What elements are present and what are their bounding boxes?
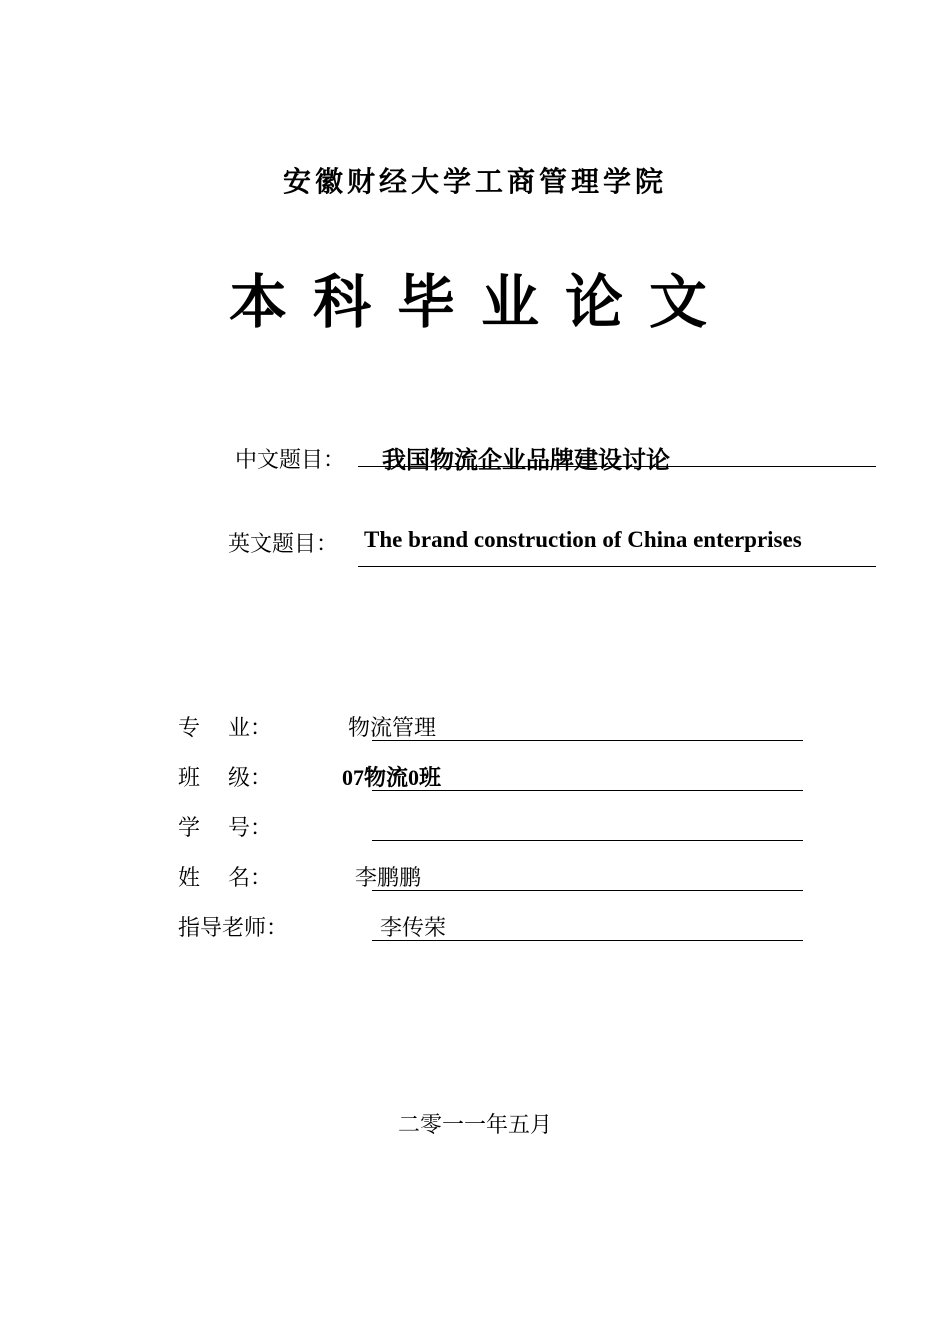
name-underline (372, 890, 803, 891)
advisor-value: 李传荣 (380, 916, 447, 941)
major-value: 物流管理 (348, 716, 437, 741)
major-underline (372, 740, 803, 741)
class-label: 班 级： (178, 766, 272, 791)
advisor-underline (372, 940, 803, 941)
major-label: 专 业： (178, 716, 272, 741)
name-value: 李鹏鹏 (355, 866, 422, 891)
school-name: 安徽财经大学工商管理学院 (282, 165, 667, 198)
en-title-underline (358, 566, 876, 567)
name-label: 姓 名： (178, 866, 272, 891)
submission-date: 二零一一年五月 (397, 1113, 552, 1138)
student-id-underline (372, 840, 803, 841)
document-type-title: 本科毕业论文 (228, 268, 733, 336)
cn-title-value: 我国物流企业品牌建设讨论 (382, 446, 670, 474)
student-id-label: 学 号： (178, 816, 272, 841)
cn-title-underline (358, 466, 876, 467)
cn-title-label: 中文题目： (235, 448, 346, 473)
class-value: 07物流0班 (342, 765, 442, 790)
class-underline (372, 790, 803, 791)
en-title-label: 英文题目： (228, 532, 339, 557)
en-title-value: The brand construction of China enterprises (364, 527, 802, 552)
advisor-label: 指导老师： (178, 916, 289, 941)
